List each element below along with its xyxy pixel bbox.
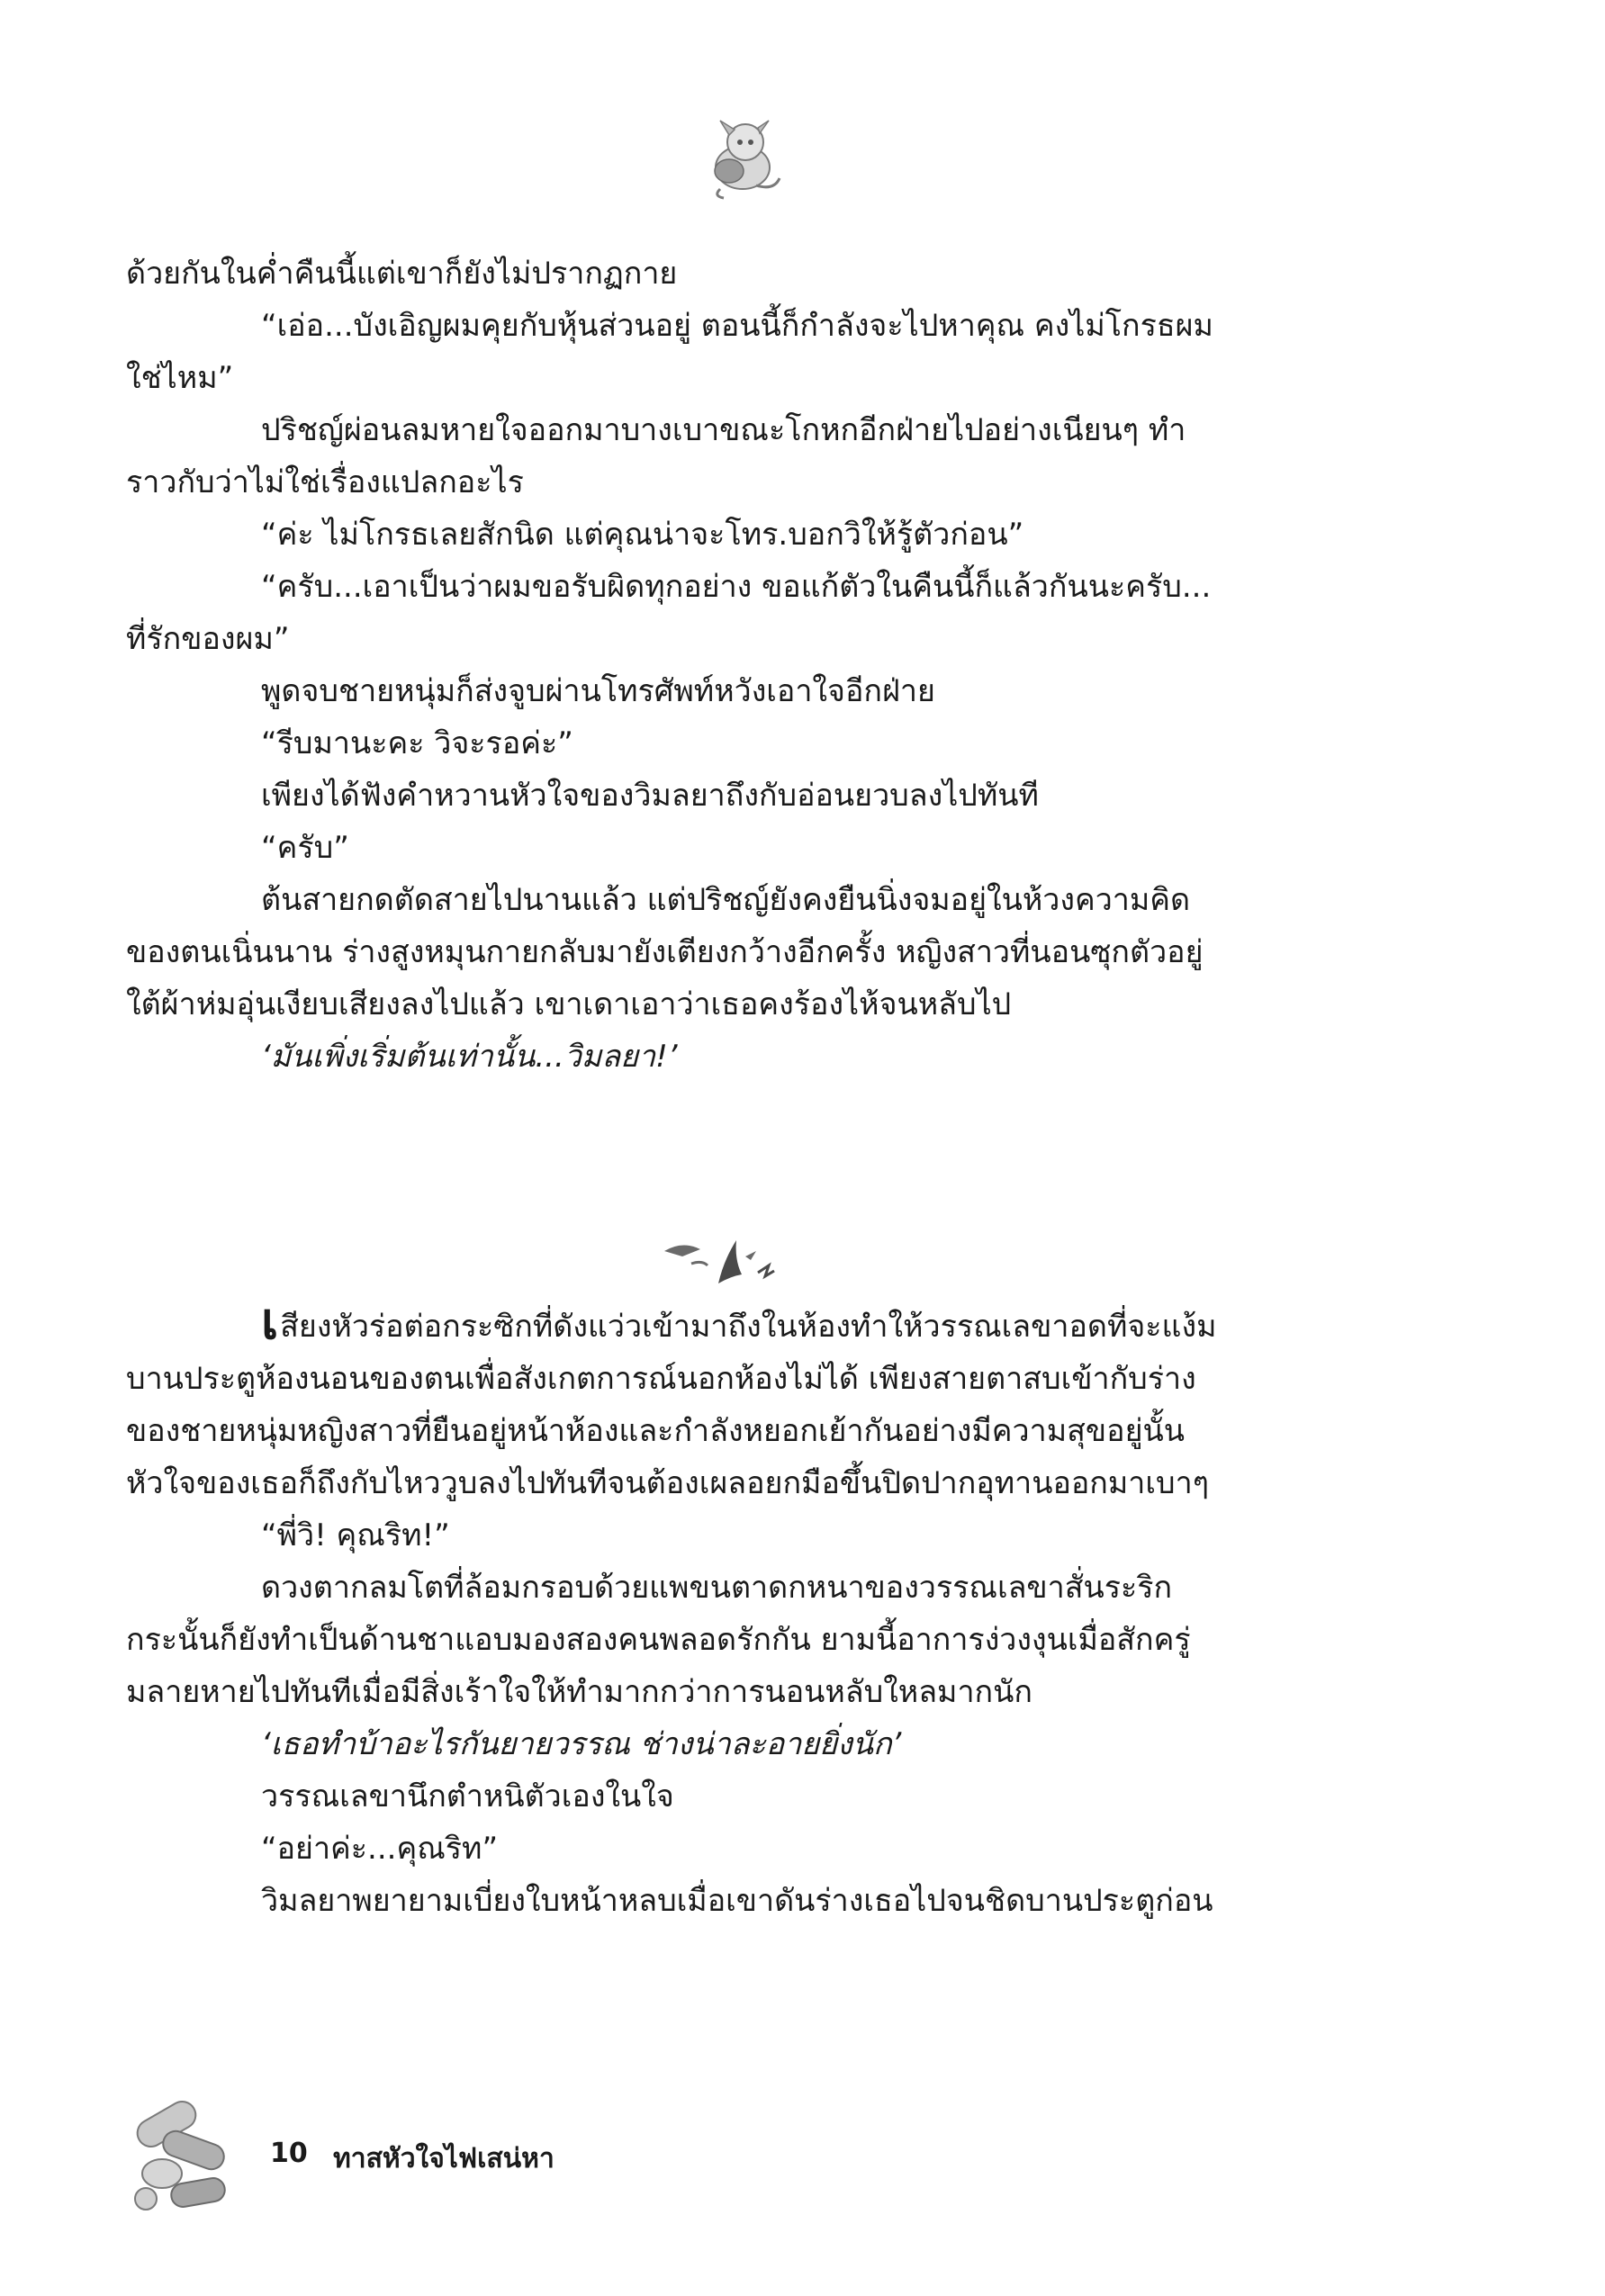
book-title: ทาสหัวใจไฟเสน่หา xyxy=(333,2143,555,2174)
scene-break-birds-ornament xyxy=(655,1224,790,1296)
paragraph-line: หัวใจของเธอก็ถึงกับไหววูบลงไปทันทีจนต้องเผลอยกมือขึ้นปิดปากอุทานออกมาเบาๆ xyxy=(126,1465,1209,1501)
paragraph-line: ด้วยกันในค่ำคืนนี้แต่เขาก็ยังไม่ปรากฏกาย xyxy=(126,256,678,292)
paragraph-line: ใต้ผ้าห่มอุ่นเงียบเสียงลงไปแล้ว เขาเดาเอาว่าเธอคงร้องไห้จนหลับไป xyxy=(126,986,1012,1022)
body-text-section-1 xyxy=(126,248,1341,1083)
italic-thought-line: ‘มันเพิ่งเริ่มต้นเท่านั้น...วิมลยา!’ xyxy=(261,1039,678,1075)
paragraph-line: ของชายหนุ่มหญิงสาวที่ยืนอยู่หน้าห้องและกำลังหยอกเย้ากันอย่างมีความสุขอยู่นั้น xyxy=(126,1413,1185,1449)
paragraph-line: ดวงตากลมโตที่ล้อมกรอบด้วยแพขนตาดกหนาของวรรณเลขาสั่นระริก xyxy=(261,1570,1173,1606)
paragraph-line: “รีบมานะคะ วิจะรอค่ะ” xyxy=(261,725,573,761)
paragraph-line: บานประตูห้องนอนของตนเพื่อสังเกตการณ์นอกห้องไม่ได้ เพียงสายตาสบเข้ากับร่าง xyxy=(126,1361,1196,1397)
paragraph-line: เพียงได้ฟังคำหวานหัวใจของวิมลยาถึงกับอ่อนยวบลงไปทันที xyxy=(261,778,1039,814)
paragraph-line: ราวกับว่าไม่ใช่เรื่องแปลกอะไร xyxy=(126,464,524,500)
paragraph-line: ต้นสายกดตัดสายไปนานแล้ว แต่ปริชญ์ยังคงยืนนิ่งจมอยู่ในห้วงความคิด xyxy=(261,882,1191,918)
paragraph-line: “ค่ะ ไม่โกรธเลยสักนิด แต่คุณน่าจะโทร.บอกวิให้รู้ตัวก่อน” xyxy=(261,517,1024,553)
paragraph-line: วิมลยาพยายามเบี่ยงใบหน้าหลบเมื่อเขาดันร่างเธอไปจนชิดบานประตูก่อน xyxy=(261,1883,1213,1919)
paragraph-line: ใช่ไหม” xyxy=(126,360,234,396)
page-footer xyxy=(126,2093,666,2219)
paragraph-line: ของตนเนิ่นนาน ร่างสูงหมุนกายกลับมายังเตียงกว้างอีกครั้ง หญิงสาวที่นอนซุกตัวอยู่ xyxy=(126,934,1204,970)
paragraph-line: “อย่าค่ะ...คุณริท” xyxy=(261,1831,499,1867)
paragraph-line: “ครับ...เอาเป็นว่าผมขอรับผิดทุกอย่าง ขอแก้ตัวในคืนนี้ก็แล้วกันนะครับ... xyxy=(261,569,1212,605)
paragraph-line: ที่รักของผม” xyxy=(126,621,290,657)
page-number: 10 xyxy=(270,2138,308,2169)
italic-thought-line: ‘เธอทำบ้าอะไรกันยายวรรณ ช่างน่าละอายยิ่งนัก’ xyxy=(261,1726,902,1762)
paragraph-line: มลายหายไปทันทีเมื่อมีสิ่งเร้าใจให้ทำมากกว่าการนอนหลับใหลมากนัก xyxy=(126,1674,1032,1710)
body-text-section-2 xyxy=(126,1292,1341,1927)
paragraph-line-text: สียงหัวร่อต่อกระซิกที่ดังแว่วเข้ามาถึงในห้องทำให้วรรณเลขาอดที่จะแง้ม xyxy=(280,1309,1217,1345)
paragraph-line xyxy=(126,1292,1341,1353)
paragraph-line: “เอ่อ...บังเอิญผมคุยกับหุ้นส่วนอยู่ ตอนนี้ก็กำลังจะไปหาคุณ คงไม่โกรธผม xyxy=(261,308,1213,344)
paragraph-line: กระนั้นก็ยังทำเป็นด้านชาแอบมองสองคนพลอดรักกัน ยามนี้อาการง่วงงุนเมื่อสักครู่ xyxy=(126,1622,1191,1658)
drop-cap-letter: เ xyxy=(261,1292,279,1351)
paragraph-line: วรรณเลขานึกตำหนิตัวเองในใจ xyxy=(261,1778,674,1814)
header-ornament-illustration xyxy=(693,115,792,202)
pills-icon xyxy=(126,2093,243,2219)
paragraph-line: ปริชญ์ผ่อนลมหายใจออกมาบางเบาขณะโกหกอีกฝ่ายไปอย่างเนียนๆ ทำ xyxy=(261,412,1186,448)
paragraph-line: “พี่วิ! คุณริท!” xyxy=(261,1517,450,1553)
paragraph-line: “ครับ” xyxy=(261,830,349,866)
paragraph-line: พูดจบชายหนุ่มก็ส่งจูบผ่านโทรศัพท์หวังเอาใจอีกฝ่าย xyxy=(261,673,935,709)
